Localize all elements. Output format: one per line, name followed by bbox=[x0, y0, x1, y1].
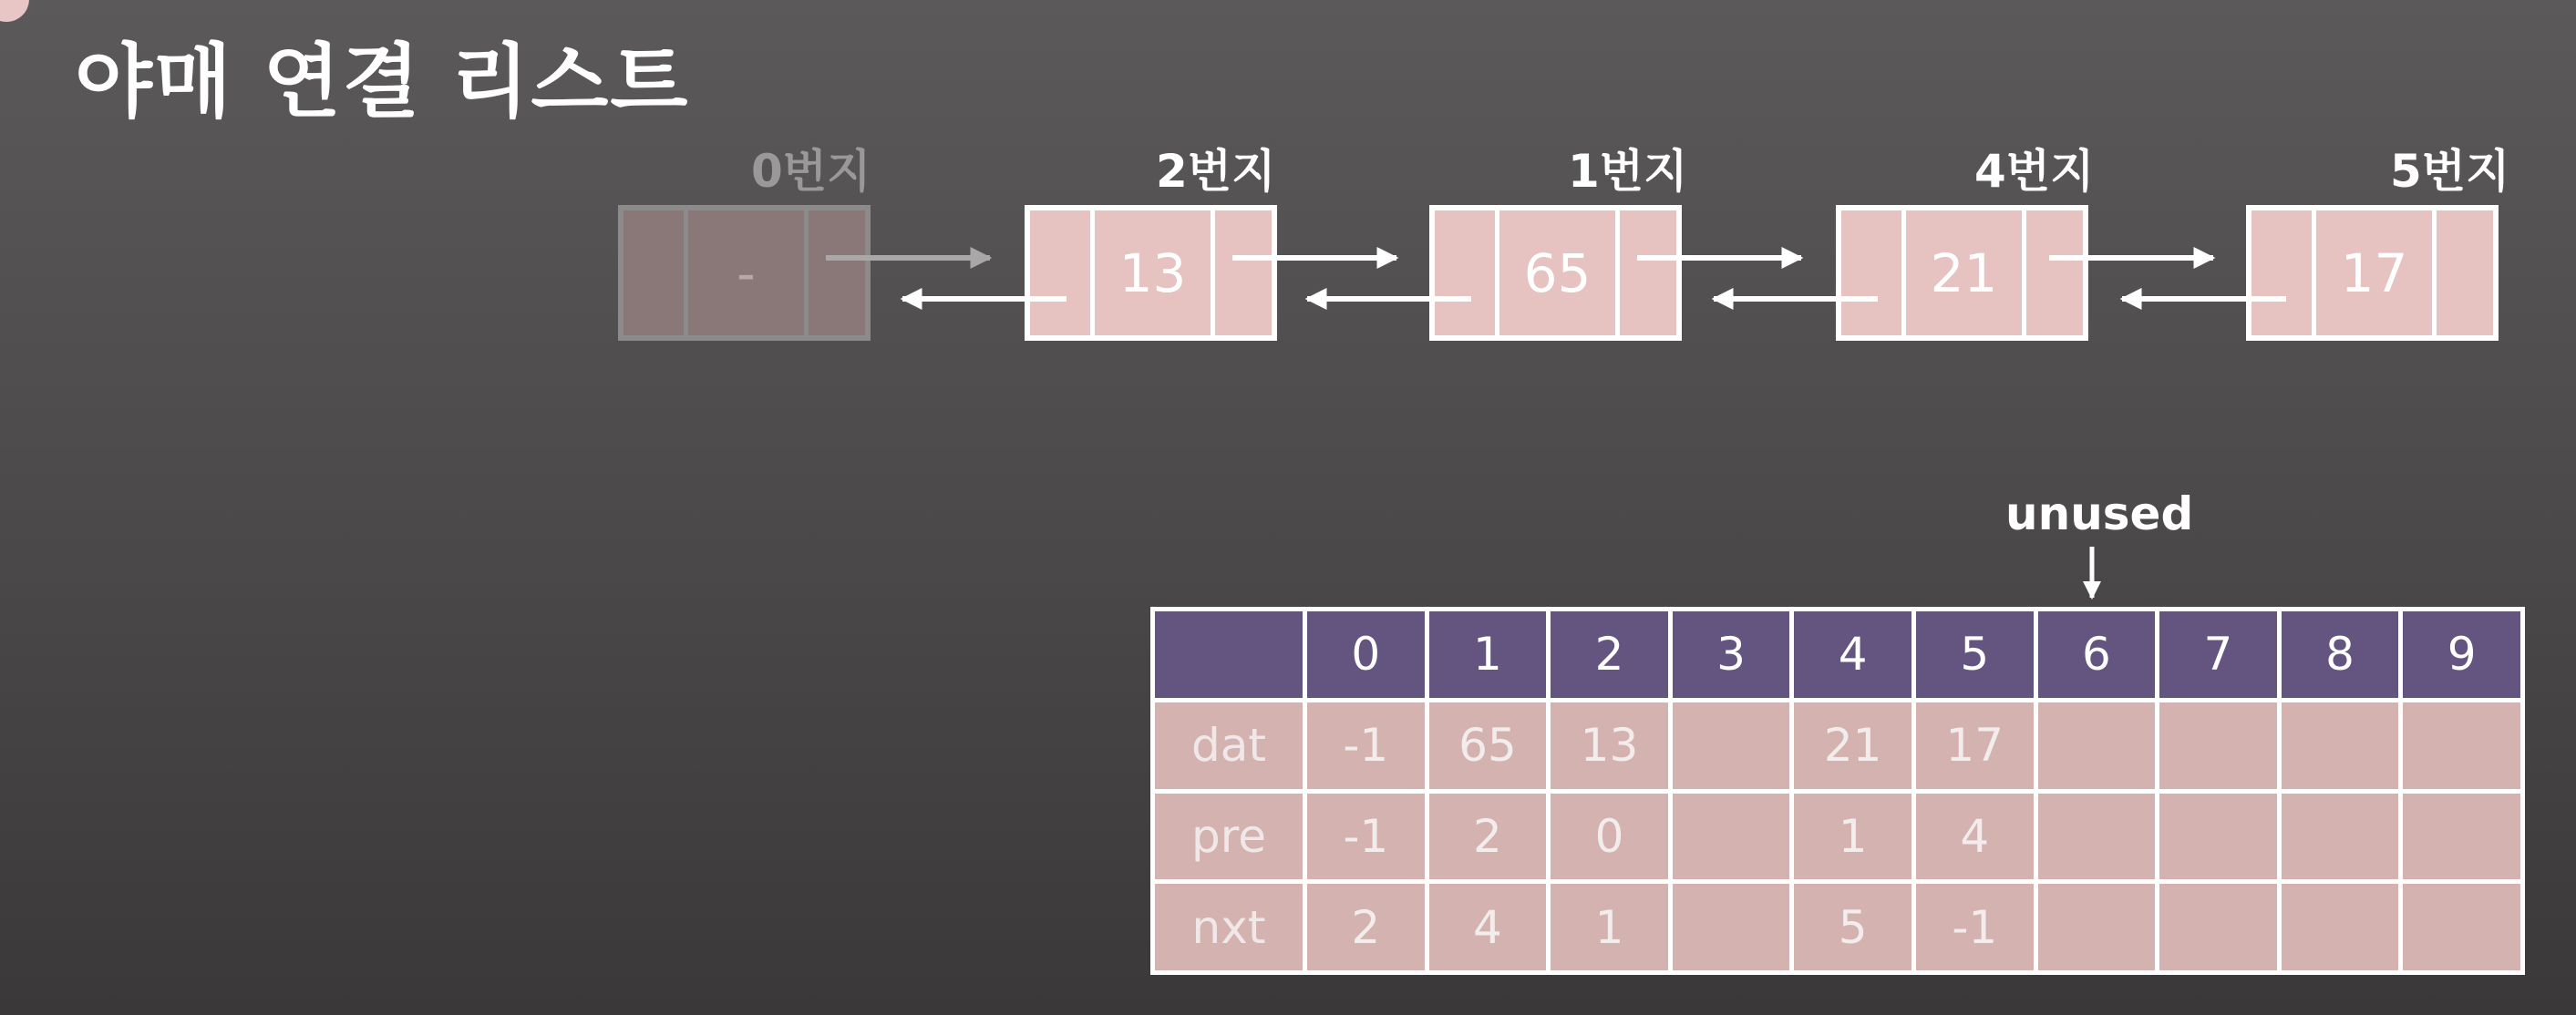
table-cell: -1 bbox=[1305, 700, 1427, 791]
table-row bbox=[1153, 700, 2523, 791]
table-header-cell: 6 bbox=[2035, 610, 2158, 701]
table-header-cell: 7 bbox=[2158, 610, 2280, 701]
table-header-cell: 2 bbox=[1549, 610, 1671, 701]
node-address-label-2: 1번지 bbox=[1568, 145, 1688, 198]
table-cell bbox=[2401, 882, 2523, 973]
table-cell: 1 bbox=[1549, 882, 1671, 973]
table-cell bbox=[2401, 791, 2523, 882]
table-cell bbox=[2035, 700, 2158, 791]
table-cell: -1 bbox=[1913, 882, 2035, 973]
node-address-label-3: 4번지 bbox=[1974, 145, 2095, 198]
table-cell bbox=[2279, 700, 2401, 791]
table-cell: 5 bbox=[1792, 882, 1914, 973]
table-cell: -1 bbox=[1305, 791, 1427, 882]
table-cell bbox=[1670, 791, 1792, 882]
table-cell bbox=[1670, 700, 1792, 791]
node-value: 65 bbox=[1523, 241, 1592, 304]
table-cell bbox=[2035, 791, 2158, 882]
unused-label: unused bbox=[2005, 487, 2194, 540]
table-cell: 21 bbox=[1792, 700, 1914, 791]
table-header-cell bbox=[1153, 610, 1305, 701]
node-value: 21 bbox=[1930, 241, 1998, 304]
node-address-label-4: 5번지 bbox=[2390, 145, 2510, 198]
table-header-cell: 1 bbox=[1427, 610, 1549, 701]
table-cell: 13 bbox=[1549, 700, 1671, 791]
table-row bbox=[1153, 882, 2523, 973]
table-cell: 0 bbox=[1549, 791, 1671, 882]
row-label: nxt bbox=[1153, 882, 1305, 973]
table-header-cell: 3 bbox=[1670, 610, 1792, 701]
table-cell: 4 bbox=[1913, 791, 2035, 882]
table-cell: 1 bbox=[1792, 791, 1914, 882]
table-cell bbox=[1670, 882, 1792, 973]
table-cell bbox=[2158, 700, 2280, 791]
table-header-row bbox=[1153, 610, 2523, 701]
node-value: - bbox=[737, 241, 756, 304]
table-header-cell: 5 bbox=[1913, 610, 2035, 701]
table-cell bbox=[2158, 882, 2280, 973]
node-value: 17 bbox=[2340, 241, 2408, 304]
table-row bbox=[1153, 791, 2523, 882]
table-cell bbox=[2401, 700, 2523, 791]
node-address-label-1: 2번지 bbox=[1156, 145, 1276, 198]
table-cell: 2 bbox=[1305, 882, 1427, 973]
table-cell: 2 bbox=[1427, 791, 1549, 882]
table-cell: 17 bbox=[1913, 700, 2035, 791]
row-label: pre bbox=[1153, 791, 1305, 882]
page-title: 야매 연결 리스트 bbox=[75, 35, 690, 128]
table-cell bbox=[2279, 882, 2401, 973]
table-header-cell: 9 bbox=[2401, 610, 2523, 701]
table-cell bbox=[2279, 791, 2401, 882]
node-value: 13 bbox=[1118, 241, 1187, 304]
node-address-label-0: 0번지 bbox=[751, 145, 871, 198]
table-cell: 65 bbox=[1427, 700, 1549, 791]
row-label: dat bbox=[1153, 700, 1305, 791]
table-header-cell: 8 bbox=[2279, 610, 2401, 701]
table-cell bbox=[2158, 791, 2280, 882]
array-table bbox=[1150, 607, 2525, 975]
table-cell: 4 bbox=[1427, 882, 1549, 973]
table-header-cell: 4 bbox=[1792, 610, 1914, 701]
table-cell bbox=[2035, 882, 2158, 973]
table-header-cell: 0 bbox=[1305, 610, 1427, 701]
